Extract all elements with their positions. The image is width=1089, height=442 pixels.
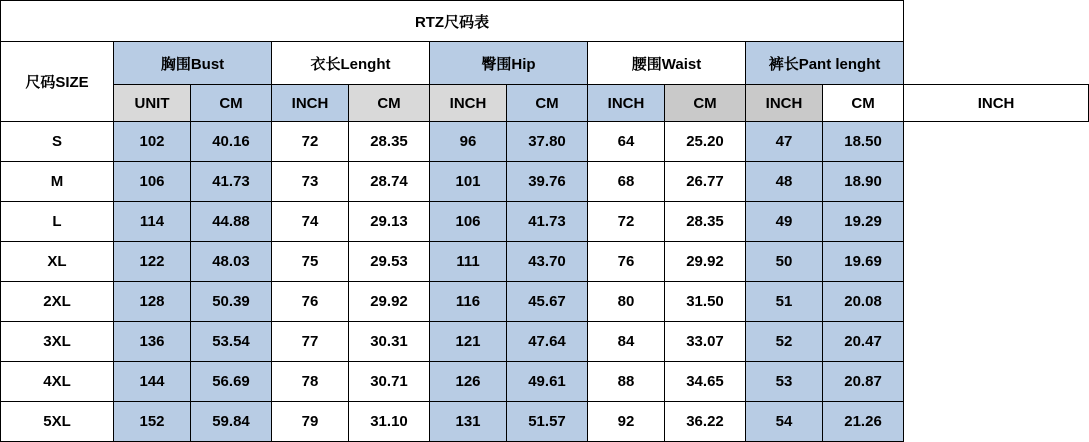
cell-pant-cm: 54 bbox=[746, 402, 823, 442]
cell-hip-inch: 41.73 bbox=[507, 202, 588, 242]
cell-hip-cm: 101 bbox=[430, 162, 507, 202]
cell-waist-inch: 31.50 bbox=[665, 282, 746, 322]
unit-bust-cm: CM bbox=[191, 85, 272, 122]
unit-pant-cm: CM bbox=[823, 85, 904, 122]
unit-length-cm: CM bbox=[349, 85, 430, 122]
row-size: 5XL bbox=[1, 402, 114, 442]
cell-length-cm: 77 bbox=[272, 322, 349, 362]
cell-pant-inch: 20.87 bbox=[823, 362, 904, 402]
cell-hip-cm: 106 bbox=[430, 202, 507, 242]
cell-length-inch: 29.92 bbox=[349, 282, 430, 322]
table-row bbox=[1, 362, 1089, 402]
cell-hip-inch: 37.80 bbox=[507, 122, 588, 162]
cell-hip-cm: 96 bbox=[430, 122, 507, 162]
cell-length-inch: 29.13 bbox=[349, 202, 430, 242]
cell-hip-cm: 111 bbox=[430, 242, 507, 282]
cell-length-inch: 29.53 bbox=[349, 242, 430, 282]
header-waist: 腰围Waist bbox=[588, 42, 746, 85]
cell-hip-cm: 121 bbox=[430, 322, 507, 362]
cell-length-cm: 76 bbox=[272, 282, 349, 322]
unit-bust-inch: INCH bbox=[272, 85, 349, 122]
unit-label: UNIT bbox=[114, 85, 191, 122]
cell-bust-cm: 128 bbox=[114, 282, 191, 322]
cell-bust-cm: 102 bbox=[114, 122, 191, 162]
cell-pant-cm: 47 bbox=[746, 122, 823, 162]
cell-length-inch: 31.10 bbox=[349, 402, 430, 442]
table-row bbox=[1, 402, 1089, 442]
cell-pant-cm: 49 bbox=[746, 202, 823, 242]
cell-bust-inch: 50.39 bbox=[191, 282, 272, 322]
cell-bust-cm: 122 bbox=[114, 242, 191, 282]
table-row bbox=[1, 282, 1089, 322]
unit-waist-inch: INCH bbox=[746, 85, 823, 122]
cell-pant-inch: 21.26 bbox=[823, 402, 904, 442]
row-size: 4XL bbox=[1, 362, 114, 402]
cell-waist-inch: 29.92 bbox=[665, 242, 746, 282]
cell-pant-cm: 51 bbox=[746, 282, 823, 322]
cell-pant-cm: 52 bbox=[746, 322, 823, 362]
cell-length-cm: 74 bbox=[272, 202, 349, 242]
row-size: L bbox=[1, 202, 114, 242]
cell-length-inch: 28.35 bbox=[349, 122, 430, 162]
cell-pant-cm: 53 bbox=[746, 362, 823, 402]
cell-hip-inch: 43.70 bbox=[507, 242, 588, 282]
unit-hip-inch: INCH bbox=[588, 85, 665, 122]
table-row bbox=[1, 202, 1089, 242]
cell-bust-inch: 48.03 bbox=[191, 242, 272, 282]
cell-waist-inch: 34.65 bbox=[665, 362, 746, 402]
table-row bbox=[1, 242, 1089, 282]
cell-bust-cm: 106 bbox=[114, 162, 191, 202]
measurement-header-row bbox=[1, 42, 1089, 85]
cell-waist-cm: 84 bbox=[588, 322, 665, 362]
table-row bbox=[1, 162, 1089, 202]
row-size: XL bbox=[1, 242, 114, 282]
cell-pant-cm: 48 bbox=[746, 162, 823, 202]
header-pant-length: 裤长Pant lenght bbox=[746, 42, 904, 85]
cell-bust-inch: 53.54 bbox=[191, 322, 272, 362]
cell-hip-inch: 49.61 bbox=[507, 362, 588, 402]
cell-waist-inch: 26.77 bbox=[665, 162, 746, 202]
cell-length-cm: 78 bbox=[272, 362, 349, 402]
cell-pant-inch: 20.47 bbox=[823, 322, 904, 362]
header-size: 尺码SIZE bbox=[1, 42, 114, 122]
cell-bust-cm: 152 bbox=[114, 402, 191, 442]
cell-bust-cm: 144 bbox=[114, 362, 191, 402]
header-hip: 臀围Hip bbox=[430, 42, 588, 85]
cell-waist-cm: 76 bbox=[588, 242, 665, 282]
title-row bbox=[1, 1, 1089, 42]
cell-waist-cm: 80 bbox=[588, 282, 665, 322]
cell-bust-cm: 114 bbox=[114, 202, 191, 242]
header-length: 衣长Lenght bbox=[272, 42, 430, 85]
cell-length-cm: 72 bbox=[272, 122, 349, 162]
cell-pant-inch: 19.69 bbox=[823, 242, 904, 282]
cell-bust-inch: 40.16 bbox=[191, 122, 272, 162]
unit-row bbox=[1, 85, 1089, 122]
cell-waist-cm: 88 bbox=[588, 362, 665, 402]
cell-length-cm: 73 bbox=[272, 162, 349, 202]
cell-hip-inch: 51.57 bbox=[507, 402, 588, 442]
cell-hip-inch: 39.76 bbox=[507, 162, 588, 202]
cell-waist-inch: 36.22 bbox=[665, 402, 746, 442]
unit-pant-inch: INCH bbox=[904, 85, 1089, 122]
table-row bbox=[1, 122, 1089, 162]
cell-hip-cm: 116 bbox=[430, 282, 507, 322]
cell-length-cm: 79 bbox=[272, 402, 349, 442]
page-title: RTZ尺码表 bbox=[1, 1, 904, 42]
cell-hip-inch: 45.67 bbox=[507, 282, 588, 322]
header-bust: 胸围Bust bbox=[114, 42, 272, 85]
cell-pant-inch: 20.08 bbox=[823, 282, 904, 322]
cell-pant-cm: 50 bbox=[746, 242, 823, 282]
cell-pant-inch: 18.50 bbox=[823, 122, 904, 162]
cell-pant-inch: 19.29 bbox=[823, 202, 904, 242]
cell-hip-cm: 126 bbox=[430, 362, 507, 402]
cell-waist-inch: 33.07 bbox=[665, 322, 746, 362]
cell-length-inch: 30.31 bbox=[349, 322, 430, 362]
unit-waist-cm: CM bbox=[665, 85, 746, 122]
row-size: 3XL bbox=[1, 322, 114, 362]
cell-waist-cm: 72 bbox=[588, 202, 665, 242]
unit-hip-cm: CM bbox=[507, 85, 588, 122]
cell-waist-cm: 68 bbox=[588, 162, 665, 202]
row-size: S bbox=[1, 122, 114, 162]
cell-bust-inch: 56.69 bbox=[191, 362, 272, 402]
row-size: M bbox=[1, 162, 114, 202]
cell-length-inch: 30.71 bbox=[349, 362, 430, 402]
cell-length-inch: 28.74 bbox=[349, 162, 430, 202]
cell-bust-inch: 41.73 bbox=[191, 162, 272, 202]
cell-hip-cm: 131 bbox=[430, 402, 507, 442]
unit-length-inch: INCH bbox=[430, 85, 507, 122]
cell-waist-inch: 25.20 bbox=[665, 122, 746, 162]
cell-waist-inch: 28.35 bbox=[665, 202, 746, 242]
cell-waist-cm: 64 bbox=[588, 122, 665, 162]
cell-bust-cm: 136 bbox=[114, 322, 191, 362]
table-row bbox=[1, 322, 1089, 362]
cell-pant-inch: 18.90 bbox=[823, 162, 904, 202]
row-size: 2XL bbox=[1, 282, 114, 322]
cell-hip-inch: 47.64 bbox=[507, 322, 588, 362]
cell-bust-inch: 44.88 bbox=[191, 202, 272, 242]
cell-bust-inch: 59.84 bbox=[191, 402, 272, 442]
cell-waist-cm: 92 bbox=[588, 402, 665, 442]
cell-length-cm: 75 bbox=[272, 242, 349, 282]
